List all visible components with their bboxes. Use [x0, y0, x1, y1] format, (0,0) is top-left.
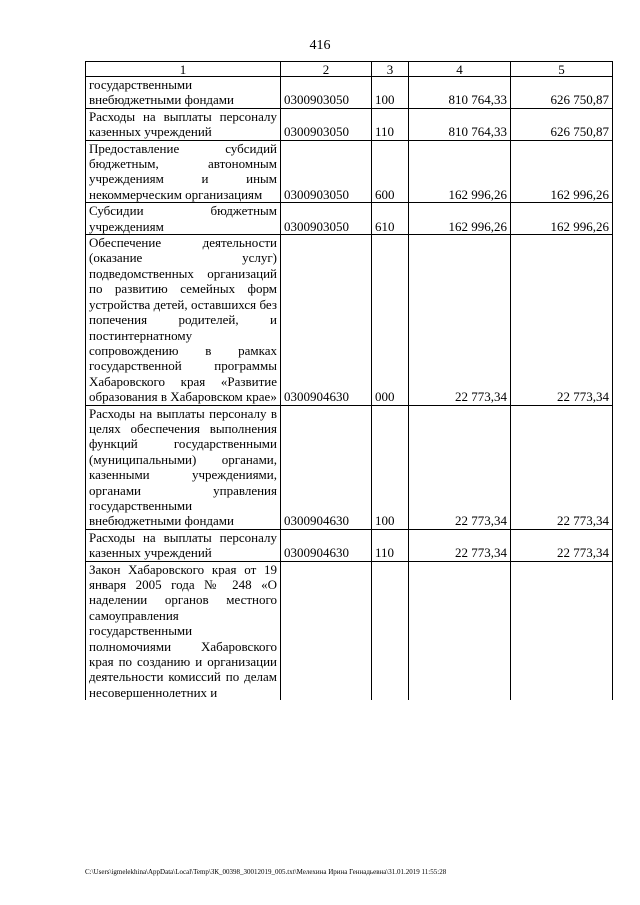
row-expense-type: 600: [372, 140, 409, 203]
row-target-code: 0300903050: [281, 140, 372, 203]
table-row: [86, 140, 613, 203]
table-row: [86, 108, 613, 140]
table-header-row: [86, 62, 613, 77]
table-row: [86, 405, 613, 529]
budget-table: [85, 61, 613, 700]
row-expense-type: 110: [372, 108, 409, 140]
table-row: [86, 235, 613, 405]
row-expense-type: 110: [372, 529, 409, 561]
table-row: [86, 529, 613, 561]
row-sum-5: 22 773,34: [511, 529, 613, 561]
row-sum-5: 22 773,34: [511, 405, 613, 529]
row-sum-4: 810 764,33: [409, 108, 511, 140]
table-row: [86, 203, 613, 235]
page-number: 416: [309, 38, 331, 53]
row-target-code: 0300904630: [281, 235, 372, 405]
row-expense-type: 100: [372, 77, 409, 109]
row-sum-4: 22 773,34: [409, 529, 511, 561]
row-expense-type: [372, 561, 409, 700]
column-header-3: 3: [372, 62, 409, 77]
row-sum-5: [511, 561, 613, 700]
column-header-1: 1: [86, 62, 281, 77]
row-sum-5: 162 996,26: [511, 140, 613, 203]
row-target-code: 0300904630: [281, 529, 372, 561]
row-name: Расходы на выплаты персоналу казенных учреждений: [86, 529, 281, 561]
column-header-5: 5: [511, 62, 613, 77]
row-sum-5: 162 996,26: [511, 203, 613, 235]
row-sum-5: 22 773,34: [511, 235, 613, 405]
row-sum-4: 22 773,34: [409, 405, 511, 529]
row-sum-4: 162 996,26: [409, 140, 511, 203]
row-sum-5: 626 750,87: [511, 77, 613, 109]
row-name: Закон Хабаровского края от 19 января 2005 года № 248 «О наделении органов местного самоуправления государственными полномочиями Хабаровского края по созданию и организации деятельности комиссий по делам несовершеннолетних и: [86, 561, 281, 700]
row-target-code: [281, 561, 372, 700]
row-sum-4: [409, 561, 511, 700]
row-target-code: 0300903050: [281, 77, 372, 109]
row-name: Обеспечение деятельности (оказание услуг) подведомственных организаций по развитию семейных форм устройства детей, оставшихся без попечения родителей, и постинтернатному сопровождению в рамках государственной программы Хабаровского края «Развитие образования в Хабаровском крае»: [86, 235, 281, 405]
row-sum-5: 626 750,87: [511, 108, 613, 140]
row-sum-4: 22 773,34: [409, 235, 511, 405]
row-target-code: 0300903050: [281, 108, 372, 140]
row-sum-4: 162 996,26: [409, 203, 511, 235]
row-target-code: 0300903050: [281, 203, 372, 235]
table-row: [86, 77, 613, 109]
row-name: Субсидии бюджетным учреждениям: [86, 203, 281, 235]
footer-file-path: C:\Users\igmelekhina\AppData\Local\Temp\ЗК_00398_30012019_005.txt\Мелехина Ирина Геннадьевна\31.01.2019 11:55:28: [85, 868, 447, 876]
column-header-2: 2: [281, 62, 372, 77]
row-sum-4: 810 764,33: [409, 77, 511, 109]
table-row: [86, 561, 613, 700]
row-name: Предоставление субсидий бюджетным, автономным учреждениям и иным некоммерческим организациям: [86, 140, 281, 203]
row-expense-type: 100: [372, 405, 409, 529]
row-name: Расходы на выплаты персоналу в целях обеспечения выполнения функций государственными (муниципальными) органами, казенными учреждениями, органами управления государственными внебюджетными фондами: [86, 405, 281, 529]
row-expense-type: 000: [372, 235, 409, 405]
row-name: государственными внебюджетными фондами: [86, 77, 281, 109]
row-expense-type: 610: [372, 203, 409, 235]
column-header-4: 4: [409, 62, 511, 77]
row-name: Расходы на выплаты персоналу казенных учреждений: [86, 108, 281, 140]
row-target-code: 0300904630: [281, 405, 372, 529]
